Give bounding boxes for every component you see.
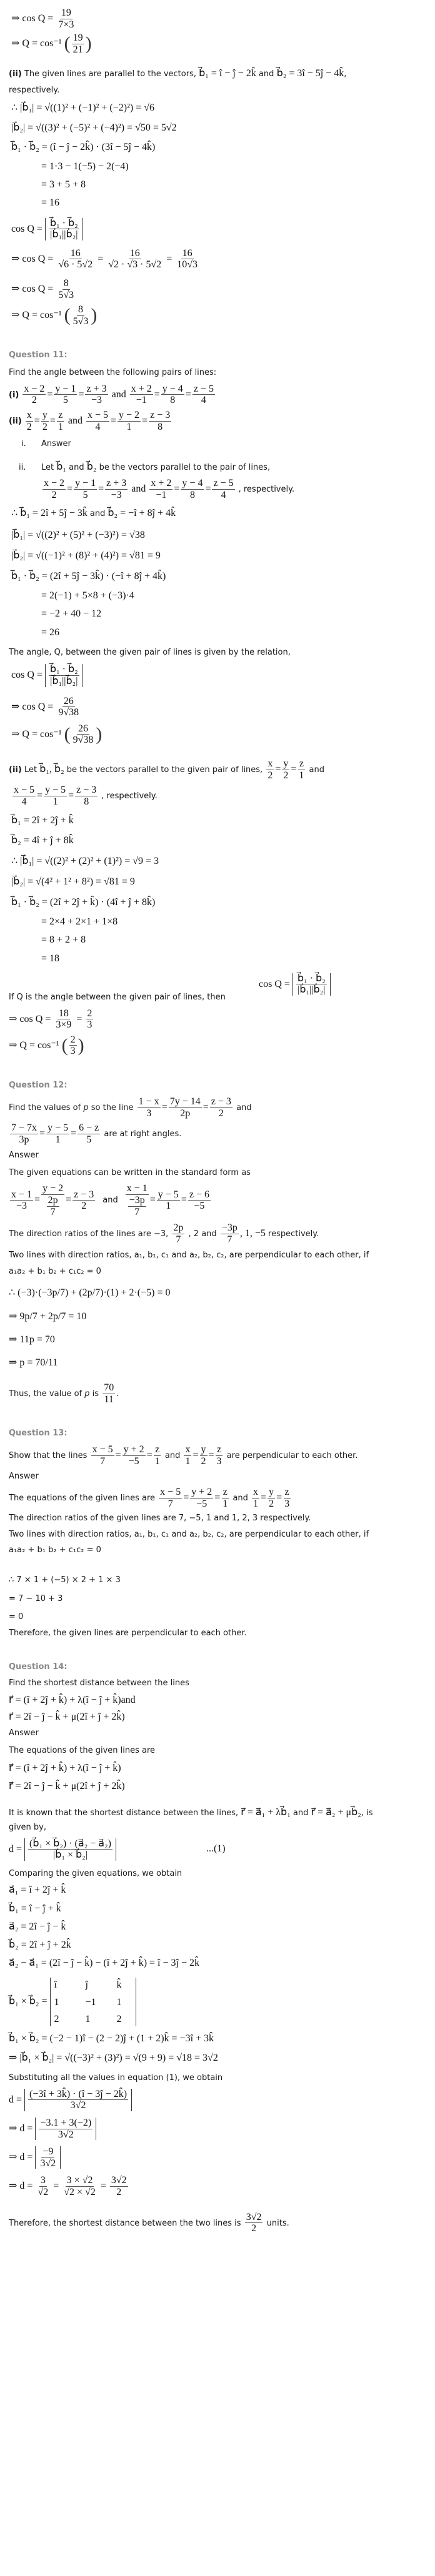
dot-step: = 1·3 − 1(−5) − 2(−4) bbox=[41, 161, 129, 172]
substitution-text: Substituting all the values in equation (1), we obtain bbox=[9, 2073, 223, 2083]
distance-formula: d = $\frac{\text{(b⃗₁ × b⃗₂) · (a⃗₂ − a⃗₂)}}{\text{|b⃗₁ × b⃗₂|}}$ ...(1) bbox=[9, 1838, 226, 1861]
distance-step-3: ⇒ d = $\frac{-9}{3√2}$ bbox=[9, 2146, 426, 2169]
conclusion: Therefore, the given lines are perpendicular to each other. bbox=[9, 1628, 247, 1638]
conclusion: Thus, the value of p is $\frac{70}{11}$ . bbox=[9, 1382, 119, 1405]
cos-chain: ⇒ cos Q = $\frac{16}{√6 \cdot 5√2}$ = $\frac{16}{√2 \cdot √3 \cdot 5√2}$ = $\frac{16}{10√3}$ bbox=[11, 247, 198, 270]
standard-form-equations: $\frac{x - 1}{-3}$ = $\frac{y - 2}{\frac{2p}{7}}$ = $\frac{z - 3}{2}$ and $\frac{x - 1}{\frac{-3p}{7}}$ = $\frac{y - 5}{1}$ = $\frac{z - 6}{-5}$ bbox=[11, 1183, 209, 1217]
distance-step-2: ⇒ d = $\frac{-3.1 + 3(-2)}{3√2}$ bbox=[9, 2118, 426, 2140]
dot-step: = 8 + 2 + 8 bbox=[41, 934, 86, 946]
question-13 bbox=[9, 1429, 426, 1638]
solution-step: ∴ 7 × 1 + (−5) × 2 + 1 × 3 bbox=[9, 1575, 121, 1585]
cos-q-line: ⇒ cos Q = $\frac{19}{7\times 3}$ bbox=[11, 7, 74, 30]
solution-step: = 7 − 10 + 3 bbox=[9, 1593, 63, 1603]
solution-step: ∴ (−3)·(−3p/7) + (2p/7)·(1) + 2·(−5) = 0 bbox=[9, 1287, 171, 1299]
shortest-distance-intro: It is known that the shortest distance between the lines, r⃗ = a⃗₁ + λb⃗₁ and r⃗ = a⃗₂ + μb⃗₂, is bbox=[9, 1806, 373, 1818]
dot-step: = 26 bbox=[41, 627, 60, 638]
magnitude-b2: |b⃗₂| = √((−1)² + (8)² + (4)²) = √81 = 9 bbox=[11, 550, 161, 561]
respectively-text: respectively. bbox=[9, 85, 60, 95]
magnitude-b1: ∴ |b⃗₁| = √((1)² + (−1)² + (−2)²) = √6 bbox=[11, 102, 155, 114]
dot-product: b⃗₁ · b⃗₂ = (2î + 2ĵ + k̂) · (4î + ĵ + 8k̂) bbox=[11, 897, 156, 908]
line-2: r⃗ = 2î − ĵ − k̂ + μ(2î + ĵ + 2k̂) bbox=[9, 1781, 125, 1792]
answer-label: Answer bbox=[9, 1728, 39, 1738]
solution-step: ⇒ 9p/7 + 2p/7 = 10 bbox=[9, 1310, 87, 1322]
cos-formula: cos Q = $\frac{\text{b⃗₁ · b⃗₂}}{\text{|b⃗₁||b⃗₂|}}$ bbox=[9, 218, 426, 240]
fraction: $\frac{19}{21}$ bbox=[72, 32, 83, 55]
dot-step: = 3 + 5 + 8 bbox=[41, 179, 86, 191]
standard-form-text: The given equations can be written in the standard form as bbox=[9, 1167, 251, 1177]
solution-step: ⇒ p = 70/11 bbox=[9, 1357, 58, 1369]
list-item-ii: ii. Let b⃗₁ and b⃗₂ be the vectors parallel to the pair of lines, bbox=[19, 461, 271, 472]
magnitude-b2: |b⃗₂| = √(4² + 1² + 8²) = √81 = 9 bbox=[11, 876, 135, 887]
cos-formula: cos Q = $\frac{\text{b⃗₁ · b⃗₂}}{\text{|b⃗₁||b⃗₂|}}$ bbox=[9, 664, 426, 686]
if-q-text: If Q is the angle between the given pair of lines, then bbox=[9, 993, 226, 1003]
vector-b1: b⃗₁ = î − ĵ + k̂ bbox=[9, 1903, 61, 1914]
vector-b1: b⃗₁ = 2î + 2ĵ + k̂ bbox=[11, 815, 74, 826]
relation-text: The angle, Q, between the given pair of lines is given by the relation, bbox=[9, 647, 291, 657]
cos-value: ⇒ cos Q = $\frac{18}{3\times 9}$ = $\frac{2}{3}$ bbox=[9, 1008, 92, 1031]
question-heading: Question 12: bbox=[9, 1080, 68, 1090]
vector-a1: a⃗₁ = î + 2ĵ + k̂ bbox=[9, 1885, 66, 1896]
dot-step: = 2×4 + 2×1 + 1×8 bbox=[41, 916, 118, 928]
q-value: ⇒ Q = cos⁻¹ ( $\frac{2}{3}$ ) bbox=[9, 1034, 84, 1057]
magnitude-b1: |b⃗₁| = √((2)² + (5)² + (−3)²) = √38 bbox=[11, 529, 145, 540]
answer-label: Answer bbox=[9, 1471, 39, 1481]
equations-text: The equations of the given lines are $\frac{x - 5}{7}$ = $\frac{y + 2}{-5}$ = $\frac{z}{1}$ and $\frac{x}{1}$ = $\frac{y}{2}$ = $\frac{z}{3}$ bbox=[9, 1487, 290, 1509]
dot-step: = 18 bbox=[41, 953, 60, 964]
distance-step-4: ⇒ d = $\frac{3}{√2}$ = $\frac{3 \times √2}{√2 \times √2}$ = $\frac{3√2}{2}$ bbox=[9, 2175, 127, 2197]
question-10-continuation bbox=[9, 0, 426, 327]
perpendicular-condition-text: Two lines with direction ratios, a₁, b₁, c₁ and a₂, b₂, c₂, are perpendicular to each other, if bbox=[9, 1529, 369, 1539]
distance-step-1: d = $\frac{(-3î + 3k̂) \cdot (î - 3ĵ - 2k̂)}{3√2}$ bbox=[9, 2089, 426, 2111]
part-i-equations: (i) $\frac{x - 2}{2}$ = $\frac{y - 1}{5}$ = $\frac{z + 3}{-3}$ and $\frac{x + 2}{-1}$ = $\frac{y - 4}{8}$ = $\frac{z - 5}{4}$ bbox=[9, 383, 214, 406]
dot-step: = 16 bbox=[41, 197, 60, 209]
dot-product: b⃗₁ · b⃗₂ = (2î + 5ĵ − 3k̂) · (−î + 8ĵ + 4k̂) bbox=[11, 571, 166, 582]
question-prompt: Find the values of p so the line $\frac{1 - x}{3}$ = $\frac{7y - 14}{2p}$ = $\frac{z - 3}{2}$ and bbox=[9, 1096, 252, 1119]
line-1: r⃗ = (î + 2ĵ + k̂) + λ(î − ĵ + k̂)and bbox=[9, 1694, 136, 1705]
question-heading: Question 11: bbox=[9, 350, 68, 360]
cross-product-determinant: b⃗₁ × b⃗₂ = î ĵ k̂ 1 −1 1 2 1 2 bbox=[9, 1978, 426, 2026]
second-line: $\frac{7 - 7x}{3p}$ = $\frac{y - 5}{1}$ = $\frac{6 - z}{5}$ are at right angles. bbox=[11, 1122, 182, 1145]
q-final: ⇒ Q = cos⁻¹ ( $\frac{8}{5√3}$ ) bbox=[11, 304, 98, 327]
dot-step: = −2 + 40 − 12 bbox=[41, 608, 102, 620]
list-item-i: i. Answer bbox=[21, 439, 71, 449]
magnitude-b1: ∴ |b⃗₁| = √((2)² + (2)² + (1)²) = √9 = 3 bbox=[11, 855, 159, 866]
magnitude-b2: |b⃗₂| = √((3)² + (−5)² + (−4)²) = √50 = 5√2 bbox=[11, 122, 177, 133]
part-ii-intro: (ii) The given lines are parallel to the vectors, b⃗₁ = î − ĵ − 2k̂ and b⃗₂ = 3î − 5ĵ − 4k̂, bbox=[9, 68, 347, 79]
perpendicular-condition-text: Two lines with direction ratios, a₁, b₁, c₁ and a₂, b₂, c₂, are perpendicular to each other, if bbox=[9, 1251, 369, 1261]
answer-label: Answer bbox=[9, 1151, 39, 1161]
direction-ratios-text: The direction ratios of the given lines are 7, −5, 1 and 1, 2, 3 respectively. bbox=[9, 1513, 311, 1523]
question-11 bbox=[9, 350, 426, 1057]
cos-final: ⇒ cos Q = $\frac{8}{5√3}$ bbox=[11, 277, 74, 300]
equations-text: The equations of the given lines are bbox=[9, 1745, 156, 1755]
cross-product-result: b⃗₁ × b⃗₂ = (−2 − 1)î − (2 − 2)ĵ + (1 + 2)k̂ = −3î + 3k̂ bbox=[9, 2033, 214, 2044]
given-by-text: given by, bbox=[9, 1823, 47, 1833]
solution-step: ⇒ 11p = 70 bbox=[9, 1334, 55, 1345]
vector-a2: a⃗₂ = 2î − ĵ − k̂ bbox=[9, 1921, 66, 1932]
q-line: ⇒ Q = cos⁻¹ ( $\frac{19}{21}$ ) bbox=[11, 32, 92, 55]
part-ii-intro: (ii) Let b⃗₁, b⃗₂ be the vectors parallel to the given pair of lines, $\frac{x}{2}$ = $\frac{y}{2}$ = $\frac{z}{1}$ and bbox=[9, 758, 325, 781]
question-heading: Question 14: bbox=[9, 1662, 68, 1672]
cos-formula: cos Q = $\frac{\text{b⃗₁ · b⃗₂}}{\text{|b⃗₁||b⃗₂|}}$ bbox=[9, 973, 426, 996]
fraction: $\frac{19}{7\times 3}$ bbox=[58, 7, 74, 30]
conclusion: Therefore, the shortest distance between the two lines is $\frac{3√2}{2}$ units. bbox=[9, 2211, 289, 2234]
cos-value: ⇒ cos Q = $\frac{26}{9√38}$ bbox=[11, 695, 79, 718]
dot-step: = 2(−1) + 5×8 + (−3)·4 bbox=[41, 590, 134, 602]
vector-b2: b⃗₂ = 4î + ĵ + 8k̂ bbox=[11, 835, 74, 846]
line-1: r⃗ = (î + 2ĵ + k̂) + λ(î − ĵ + k̂) bbox=[9, 1763, 121, 1774]
solution-step: = 0 bbox=[9, 1612, 24, 1622]
vectors-b1-b2: ∴ b⃗₁ = 2î + 5ĵ − 3k̂ and b⃗₂ = −î + 8ĵ + 4k̂ bbox=[11, 507, 176, 518]
vector-b2: b⃗₂ = 2î + ĵ + 2k̂ bbox=[9, 1939, 71, 1950]
pair-of-lines: $\frac{x - 2}{2}$ = $\frac{y - 1}{5}$ = $\frac{z + 3}{-3}$ and $\frac{x + 2}{-1}$ = $\frac{y - 4}{8}$ = $\frac{z - 5}{4}$ , respectively. bbox=[44, 478, 295, 500]
determinant: î ĵ k̂ 1 −1 1 2 1 2 bbox=[50, 1978, 136, 2026]
perpendicular-condition: a₁a₂ + b₁ b₂ + c₁c₂ = 0 bbox=[9, 1266, 101, 1276]
second-line-eq: $\frac{x - 5}{4}$ = $\frac{y - 5}{1}$ = $\frac{z - 3}{8}$ , respectively. bbox=[14, 785, 158, 807]
line-2: r⃗ = 2î − ĵ − k̂ + μ(2î + ĵ + 2k̂) bbox=[9, 1711, 125, 1722]
question-14 bbox=[9, 1662, 426, 2234]
question-prompt: Find the shortest distance between the lines bbox=[9, 1678, 189, 1688]
question-prompt: Show that the lines $\frac{x - 5}{7}$ = $\frac{y + 2}{-5}$ = $\frac{z}{1}$ and $\frac{x}{1}$ = $\frac{y}{2}$ = $\frac{z}{3}$ are perpendicular to each other. bbox=[9, 1444, 358, 1467]
dot-product: b⃗₁ · b⃗₂ = (î − ĵ − 2k̂) · (3î − 5ĵ − 4k̂) bbox=[11, 141, 156, 152]
cross-product-magnitude: ⇒ |b⃗₁ × b⃗₂| = √((−3)² + (3)²) = √(9 + 9) = √18 = 3√2 bbox=[9, 2053, 218, 2064]
q-value: ⇒ Q = cos⁻¹ ( $\frac{26}{9√38}$ ) bbox=[11, 723, 102, 746]
perpendicular-condition: a₁a₂ + b₁ b₂ + c₁c₂ = 0 bbox=[9, 1545, 101, 1555]
question-12 bbox=[9, 1081, 426, 1405]
comparing-text: Comparing the given equations, we obtain bbox=[9, 1868, 182, 1878]
question-prompt: Find the angle between the following pairs of lines: bbox=[9, 368, 217, 378]
part-ii-equations: (ii) $\frac{x}{2}$ = $\frac{y}{2}$ = $\frac{z}{1}$ and $\frac{x - 5}{4}$ = $\frac{y - 2}{1}$ = $\frac{z - 3}{8}$ bbox=[9, 410, 171, 432]
question-heading: Question 13: bbox=[9, 1429, 68, 1439]
direction-ratios-text: The direction ratios of the lines are −3, $\frac{2p}{7}$ , 2 and $\frac{-3p}{7}$ , 1, −5 respectively. bbox=[9, 1222, 319, 1245]
vector-a2-minus-a1: a⃗₂ − a⃗₁ = (2î − ĵ − k̂) − (î + 2ĵ + k̂) = î − 3ĵ − 2k̂ bbox=[9, 1958, 199, 1969]
